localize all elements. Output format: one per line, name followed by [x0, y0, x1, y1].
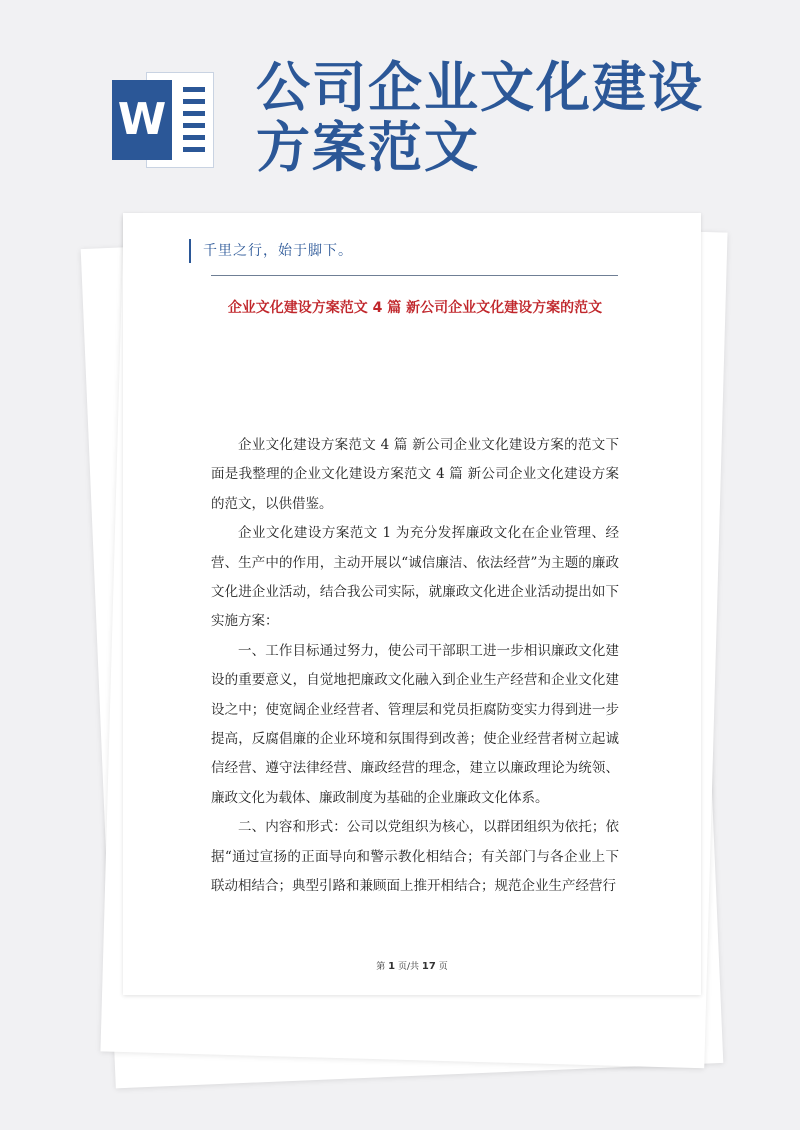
header-motto: 千里之行，始于脚下。 — [189, 239, 353, 263]
text-line-icon — [183, 135, 205, 140]
page-number-footer — [123, 959, 701, 972]
paragraph: 企业文化建设方案范文 1 为充分发挥廉政文化在企业管理、经营、生产中的作用，主动开展以“诚信廉洁、依法经营”为主题的廉政文化进企业活动，结合我公司实际，就廉政文化进企业活动提出如下实施方案： — [211, 525, 619, 630]
text-line-icon — [183, 123, 205, 128]
header-rule — [211, 275, 618, 276]
footer-total-pages: 17 — [421, 961, 436, 972]
word-document-icon — [112, 72, 216, 168]
paragraph: 一、工作目标通过努力，使公司干部职工进一步相识廉政文化建设的重要意义，自觉地把廉政文化融入到企业生产经营和企业文化建设之中；使宽阔企业经营者、管理层和党员拒腐防变实力得到进一步提高，反腐倡廉的企业环境和氛围得到改善；使企业经营者树立起诚信经营、遵守法律经营、廉政经营的理念，建立以廉政理论为统领、廉政文化为载体、廉政制度为基础的企业廉政文化体系。 — [211, 642, 619, 806]
word-letter-w-icon: W — [112, 80, 172, 160]
footer-middle: 页/共 — [398, 962, 420, 972]
paragraph: 二、内容和形式：公司以党组织为核心，以群团组织为依托；依据“通过宣扬的正面导向和警示教化相结合；有关部门与各企业上下联动相结合；典型引路和兼顾面上推开相结合；规范企业生产经营行 — [211, 819, 619, 895]
document-page — [123, 213, 701, 995]
banner-title: 公司企业文化建设方案范文 — [256, 56, 704, 179]
footer-suffix: 页 — [438, 962, 448, 972]
text-line-icon — [183, 99, 205, 104]
document-body — [211, 431, 619, 902]
document-title: 企业文化建设方案范文 4 篇 新公司企业文化建设方案的范文 — [227, 300, 603, 316]
paragraph: 企业文化建设方案范文 4 篇 新公司企业文化建设方案的范文下面是我整理的企业文化建设方案范文 4 篇 新公司企业文化建设方案的范文，以供借鉴。 — [211, 437, 619, 512]
footer-current-page: 1 — [388, 961, 396, 972]
text-line-icon — [183, 87, 205, 92]
footer-prefix: 第 — [376, 962, 386, 972]
text-line-icon — [183, 111, 205, 116]
text-line-icon — [183, 147, 205, 152]
